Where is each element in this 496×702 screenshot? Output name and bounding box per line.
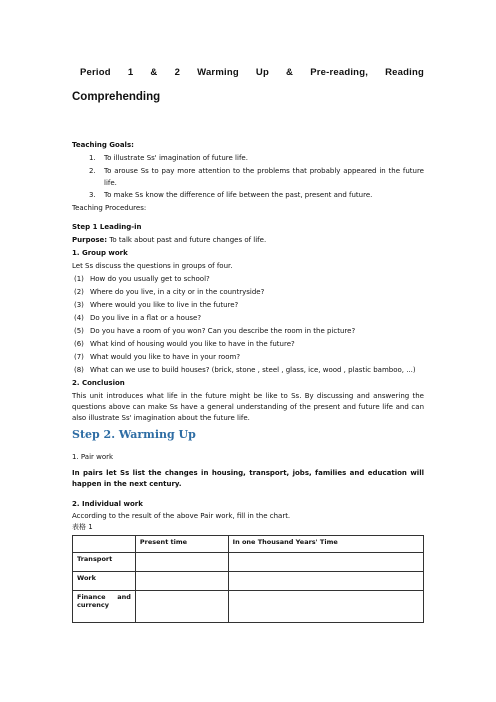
table-cell [228, 572, 423, 591]
table-row-label: Transport [73, 553, 136, 572]
step1-purpose [72, 235, 424, 246]
goal-text: To arouse Ss to pay more attention to the problems that probably appeared in the future life. [104, 167, 424, 187]
group-work-heading: 1. Group work [72, 249, 128, 257]
goal-item-2 [89, 166, 424, 188]
question-text: How do you usually get to school? [90, 275, 210, 283]
goal-number: 3. [89, 191, 96, 199]
title-line-1: Period 1 & 2 Warming Up & Pre-reading, Reading [80, 67, 424, 78]
conclusion-paragraph: This unit introduces what life in the future might be like to Ss. By discussing and answering the questions above can make Ss have a general understanding of the present and future life and can also illustrate Ss' imagination about the future life. [72, 392, 424, 422]
table-cell [135, 572, 228, 591]
table-header-row [73, 536, 424, 553]
table-row [73, 553, 424, 572]
pair-work-text: In pairs let Ss list the changes in housing, transport, jobs, families and education will happen in the next century. [72, 469, 424, 488]
question-number: (7) [74, 353, 84, 361]
purpose-label: Purpose: [72, 236, 108, 244]
table-cell [135, 591, 228, 623]
goal-number: 1. [89, 154, 96, 162]
question-text: Do you live in a flat or a house? [90, 314, 202, 322]
table-row [73, 591, 424, 623]
question-number: (6) [74, 340, 84, 348]
teaching-goals-heading: Teaching Goals: [72, 141, 134, 149]
step2-heading: Step 2. Warming Up [72, 428, 196, 441]
question-text: Where would you like to live in the future? [90, 301, 239, 309]
question-number: (8) [74, 366, 84, 374]
table-cell [228, 591, 423, 623]
question-number: (5) [74, 327, 84, 335]
conclusion-heading: 2. Conclusion [72, 379, 125, 387]
purpose-text: To talk about past and future changes of life. [107, 236, 267, 244]
goal-number: 2. [89, 167, 96, 175]
question-number: (4) [74, 314, 84, 322]
goal-item-1 [89, 153, 424, 164]
pair-work-heading: 1. Pair work [72, 453, 114, 461]
question-text: Do you have a room of you won? Can you describe the room in the picture? [90, 327, 356, 335]
table-row [73, 572, 424, 591]
goal-item-3 [89, 190, 424, 201]
table-cell [135, 553, 228, 572]
title-line-2: Comprehending [72, 91, 161, 103]
question-number: (2) [74, 288, 84, 296]
goal-text: To make Ss know the difference of life between the past, present and future. [104, 191, 373, 199]
question-text: What can we use to build houses? (brick, stone , steel , glass, ice, wood , plastic bamboo, ...) [90, 366, 416, 374]
table-row-label: Work [73, 572, 136, 591]
table-header-cell: Present time [135, 536, 228, 553]
goal-text: To illustrate Ss' imagination of future life. [104, 154, 248, 162]
table-header-cell [73, 536, 136, 553]
question-number: (3) [74, 301, 84, 309]
question-number: (1) [74, 275, 84, 283]
table-header-cell: In one Thousand Years' Time [228, 536, 423, 553]
question-text: Where do you live, in a city or in the countryside? [90, 288, 265, 296]
group-work-intro: Let Ss discuss the questions in groups of four. [72, 262, 233, 270]
individual-work-text: According to the result of the above Pair work, fill in the chart. [72, 512, 291, 520]
step1-heading: Step 1 Leading-in [72, 223, 142, 231]
teaching-procedures-heading: Teaching Procedures: [72, 204, 147, 212]
future-changes-table [72, 535, 424, 623]
table-row-label: Finance and currency [73, 591, 136, 623]
question-text: What kind of housing would you like to have in the future? [90, 340, 295, 348]
table-cell [228, 553, 423, 572]
question-text: What would you like to have in your room? [90, 353, 241, 361]
table-caption: 表格 1 [72, 523, 93, 531]
individual-work-heading: 2. Individual work [72, 500, 143, 508]
